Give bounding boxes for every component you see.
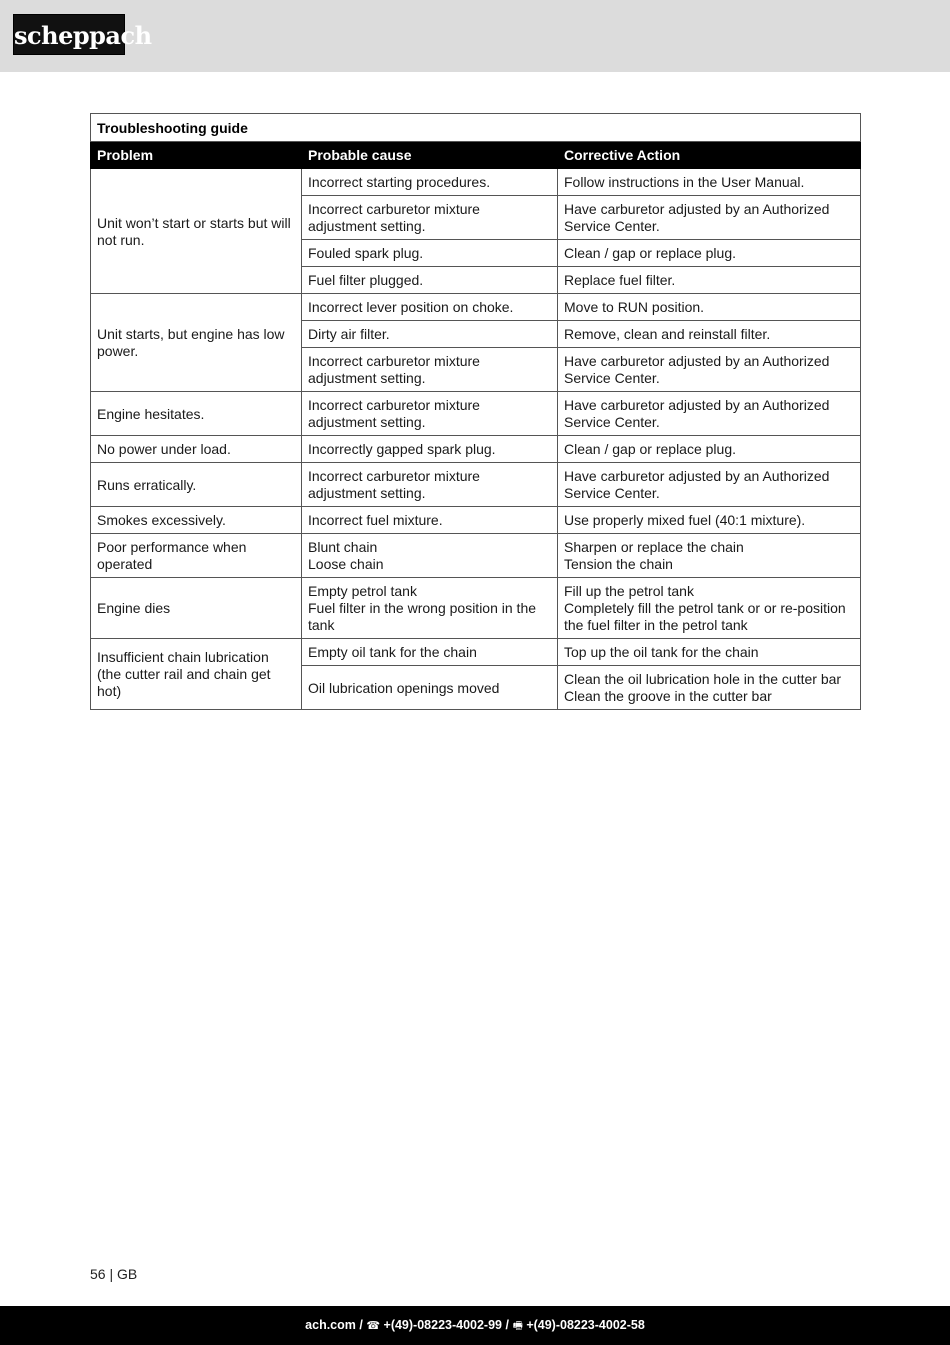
table-row	[91, 392, 861, 436]
phone-icon: ☎	[366, 1320, 381, 1332]
cause-cell	[302, 321, 558, 348]
action-cell	[558, 578, 861, 639]
problem-cell: Unit starts, but engine has low power.	[91, 294, 302, 392]
table-row	[91, 507, 861, 534]
action-line: Remove, clean and reinstall filter.	[564, 326, 771, 342]
cause-cell	[302, 267, 558, 294]
action-line: Tension the chain	[564, 556, 673, 572]
table-row	[91, 534, 861, 578]
table-row	[91, 578, 861, 639]
action-cell	[558, 240, 861, 267]
fax-icon: 🖷	[512, 1320, 523, 1332]
cause-line: Incorrect lever position on choke.	[308, 299, 514, 315]
column-header-cause: Probable cause	[302, 142, 558, 169]
cause-cell	[302, 578, 558, 639]
cause-line: Incorrect starting procedures.	[308, 174, 491, 190]
action-line: Have carburetor adjusted by an Authorized Service Center.	[564, 397, 830, 430]
cause-cell	[302, 666, 558, 710]
action-line: Clean the oil lubrication hole in the cutter bar	[564, 671, 842, 687]
cause-cell	[302, 196, 558, 240]
action-cell	[558, 507, 861, 534]
table-title: Troubleshooting guide	[91, 114, 861, 142]
cause-line: Incorrect carburetor mixture adjustment setting.	[308, 468, 480, 501]
cause-cell	[302, 294, 558, 321]
action-line: Clean / gap or replace plug.	[564, 441, 736, 457]
cause-cell	[302, 507, 558, 534]
troubleshooting-table	[90, 113, 861, 710]
action-line: Have carburetor adjusted by an Authorized Service Center.	[564, 201, 830, 234]
cause-line: Fouled spark plug.	[308, 245, 424, 261]
action-line: Move to RUN position.	[564, 299, 705, 315]
action-cell	[558, 321, 861, 348]
problem-cell: Unit won’t start or starts but will not run.	[91, 169, 302, 294]
cause-cell	[302, 463, 558, 507]
cause-line: Fuel filter plugged.	[308, 272, 424, 288]
action-cell	[558, 463, 861, 507]
footer-phone: +(49)-08223-4002-99 /	[383, 1318, 509, 1332]
action-cell	[558, 294, 861, 321]
footer-fax: +(49)-08223-4002-58	[526, 1318, 645, 1332]
table-row	[91, 436, 861, 463]
action-cell	[558, 348, 861, 392]
cause-line: Incorrect carburetor mixture adjustment setting.	[308, 353, 480, 386]
action-cell	[558, 436, 861, 463]
cause-cell	[302, 169, 558, 196]
cause-line: Fuel filter in the wrong position in the tank	[308, 600, 537, 633]
action-line: Fill up the petrol tank	[564, 583, 694, 599]
cause-line: Blunt chain	[308, 539, 378, 555]
table-row	[91, 463, 861, 507]
cause-cell	[302, 240, 558, 267]
table-row	[91, 639, 861, 666]
cause-line: Incorrectly gapped spark plug.	[308, 441, 496, 457]
action-line: Completely fill the petrol tank or or re-position the fuel filter in the petrol tank	[564, 600, 846, 633]
problem-cell: No power under load.	[91, 436, 302, 463]
action-line: Clean the groove in the cutter bar	[564, 688, 772, 704]
action-line: Follow instructions in the User Manual.	[564, 174, 805, 190]
table-row	[91, 294, 861, 321]
cause-line: Incorrect carburetor mixture adjustment setting.	[308, 201, 480, 234]
cause-cell	[302, 534, 558, 578]
table-row	[91, 169, 861, 196]
action-line: Have carburetor adjusted by an Authorized Service Center.	[564, 353, 830, 386]
cause-cell	[302, 348, 558, 392]
footer-contact	[0, 1317, 950, 1336]
cause-line: Loose chain	[308, 556, 384, 572]
action-line: Replace fuel filter.	[564, 272, 676, 288]
action-cell	[558, 196, 861, 240]
page-number: 56 | GB	[90, 1266, 138, 1282]
action-cell	[558, 392, 861, 436]
action-line: Use properly mixed fuel (40:1 mixture).	[564, 512, 806, 528]
problem-cell: Smokes excessively.	[91, 507, 302, 534]
problem-cell: Poor performance when operated	[91, 534, 302, 578]
problem-cell: Engine hesitates.	[91, 392, 302, 436]
table-header-row	[91, 142, 861, 169]
problem-cell: Runs erratically.	[91, 463, 302, 507]
cause-line: Incorrect fuel mixture.	[308, 512, 443, 528]
cause-line: Empty oil tank for the chain	[308, 644, 477, 660]
cause-line: Oil lubrication openings moved	[308, 679, 500, 696]
action-cell	[558, 666, 861, 710]
action-line: Top up the oil tank for the chain	[564, 644, 759, 660]
cause-cell	[302, 639, 558, 666]
brand-logo: scheppach	[13, 14, 125, 55]
action-cell	[558, 639, 861, 666]
action-line: Have carburetor adjusted by an Authorized Service Center.	[564, 468, 830, 501]
action-cell	[558, 169, 861, 196]
cause-cell	[302, 392, 558, 436]
cause-cell	[302, 436, 558, 463]
problem-cell: Engine dies	[91, 578, 302, 639]
cause-line: Dirty air filter.	[308, 326, 390, 342]
column-header-action: Corrective Action	[558, 142, 861, 169]
action-line: Clean / gap or replace plug.	[564, 245, 736, 261]
action-line: Sharpen or replace the chain	[564, 539, 744, 555]
action-cell	[558, 267, 861, 294]
header-band	[0, 0, 950, 72]
cause-line: Empty petrol tank	[308, 583, 417, 599]
footer-email-fragment: ach.com /	[305, 1318, 363, 1332]
action-cell	[558, 534, 861, 578]
cause-line: Incorrect carburetor mixture adjustment setting.	[308, 397, 480, 430]
problem-cell: Insufficient chain lubrication (the cutter rail and chain get hot)	[91, 639, 302, 710]
column-header-problem: Problem	[91, 142, 302, 169]
